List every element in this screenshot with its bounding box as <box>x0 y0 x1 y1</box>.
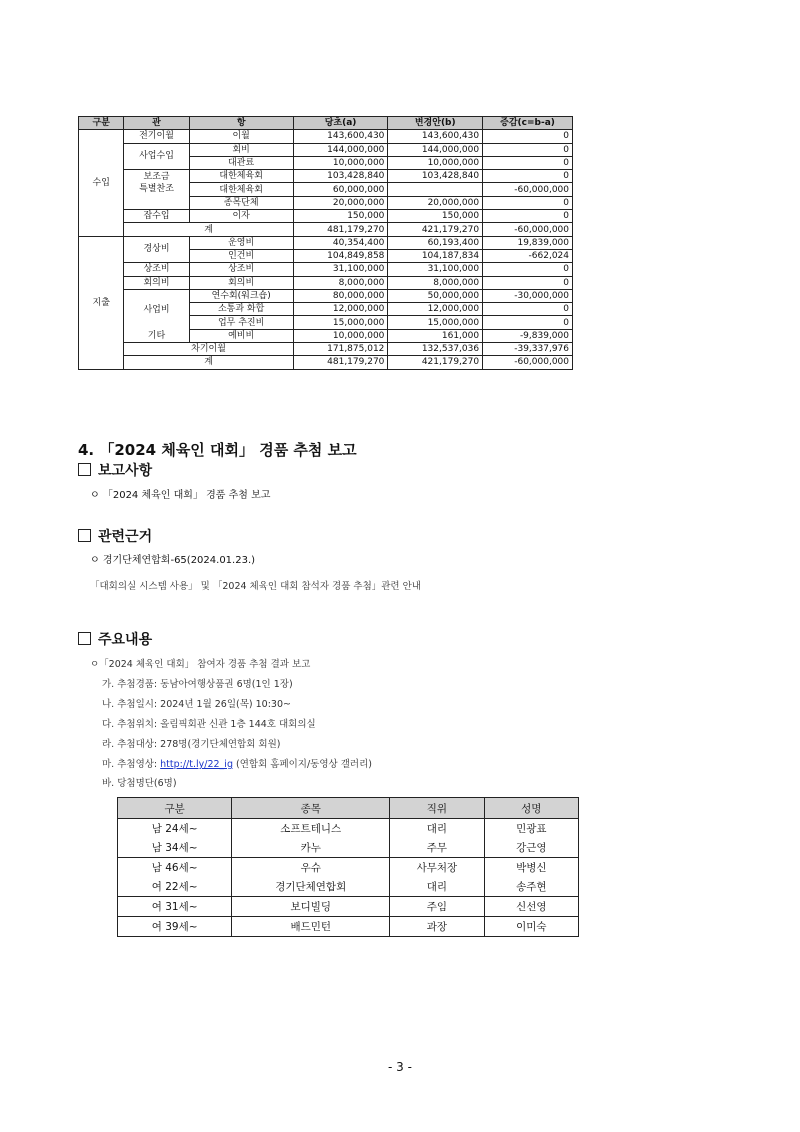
cell-sport: 배드민턴 <box>232 917 390 937</box>
cell-hang: 종목단체 <box>189 196 293 209</box>
cell-c: -60,000,000 <box>483 183 573 196</box>
cell-hang: 이월 <box>189 130 293 143</box>
winners-label: 바. 당첨명단(6명) <box>102 778 177 789</box>
table-row <box>79 236 573 249</box>
table-row <box>118 877 579 897</box>
expense-total-label: 계 <box>124 356 293 369</box>
cell-c: -30,000,000 <box>483 289 573 302</box>
cell-b: 132,537,036 <box>388 343 483 356</box>
cell-b: 104,187,834 <box>388 249 483 262</box>
cell-gwan: 전기이월 <box>124 130 189 143</box>
cell-a: 8,000,000 <box>293 276 388 289</box>
cell-hang: 운영비 <box>189 236 293 249</box>
expense-total-row <box>79 356 573 369</box>
page-number: - 3 - <box>388 1060 412 1074</box>
table-row <box>118 917 579 937</box>
header-sport: 종목 <box>232 798 390 819</box>
detail-item: 나. 추첨일시: 2024년 1월 26일(목) 10:30~ <box>102 699 291 710</box>
cell-b: 15,000,000 <box>388 316 483 329</box>
cell-b: 103,428,840 <box>388 170 483 183</box>
table-row <box>79 329 573 342</box>
cell-a: 144,000,000 <box>293 143 388 156</box>
header-category: 구분 <box>79 117 124 130</box>
basis-note: 「대회의실 시스템 사용」 및 「2024 체육인 대회 참석자 경품 추첨」관련 안내 <box>90 581 421 592</box>
cell-a: 60,000,000 <box>293 183 388 196</box>
cell-gwan: 사업비 <box>124 289 189 329</box>
cell-hang: 회의비 <box>189 276 293 289</box>
header-original: 당초(a) <box>293 117 388 130</box>
cell-position: 사무처장 <box>390 858 484 878</box>
cell-gwan: 사업수입 <box>124 143 189 170</box>
video-suffix: (연합회 홈페이지/동영상 갤러리) <box>232 759 372 770</box>
section-title: 4. 「2024 체육인 대회」 경품 추첨 보고 <box>78 441 357 459</box>
checkbox-square-icon <box>78 463 91 476</box>
cell-b: 50,000,000 <box>388 289 483 302</box>
cell-group: 여 31세~ <box>118 897 232 917</box>
cell-gwan: 경상비 <box>124 236 189 263</box>
table-row <box>79 263 573 276</box>
cell-a: 150,000 <box>293 210 388 223</box>
cell-c: -9,839,000 <box>483 329 573 342</box>
detail-item: 가. 추첨경품: 동남아여행상품권 6명(1인 1장) <box>102 679 293 690</box>
basis-heading <box>78 526 152 546</box>
income-total-row <box>79 223 573 236</box>
cell-hang: 이자 <box>189 210 293 223</box>
cell-group: 남 34세~ <box>118 838 232 858</box>
cell-name: 강근영 <box>484 838 578 858</box>
cell-b: 10,000,000 <box>388 156 483 169</box>
cell-a: 481,179,270 <box>293 356 388 369</box>
budget-table <box>78 116 573 370</box>
cell-b: 12,000,000 <box>388 303 483 316</box>
table-row <box>79 170 573 183</box>
cell-c: 0 <box>483 170 573 183</box>
cell-hang: 대한체육회 <box>189 183 293 196</box>
income-total-label: 계 <box>124 223 293 236</box>
cell-c: 0 <box>483 156 573 169</box>
cell-position: 주임 <box>390 897 484 917</box>
cell-gwan: 상조비 <box>124 263 189 276</box>
cell-a: 104,849,858 <box>293 249 388 262</box>
header-revised: 변경안(b) <box>388 117 483 130</box>
cell-a: 40,354,400 <box>293 236 388 249</box>
cell-c: 0 <box>483 263 573 276</box>
cell-hang: 회비 <box>189 143 293 156</box>
cell-hang: 인건비 <box>189 249 293 262</box>
cell-name: 이미숙 <box>484 917 578 937</box>
cell-position: 주무 <box>390 838 484 858</box>
cell-group: 남 24세~ <box>118 819 232 839</box>
basis-item: ㅇ 경기단체연합회-65(2024.01.23.) <box>90 555 256 566</box>
checkbox-square-icon <box>78 632 91 645</box>
cell-c: 0 <box>483 143 573 156</box>
table-row <box>79 289 573 302</box>
cell-gwan: 잡수입 <box>124 210 189 223</box>
cell-b: 60,193,400 <box>388 236 483 249</box>
table-row <box>118 858 579 878</box>
header-group: 구분 <box>118 798 232 819</box>
report-heading-text: 보고사항 <box>98 463 153 479</box>
main-heading <box>78 629 152 649</box>
cell-sport: 카누 <box>232 838 390 858</box>
cell-a: 10,000,000 <box>293 156 388 169</box>
table-row <box>79 210 573 223</box>
cell-b: 421,179,270 <box>388 223 483 236</box>
header-position: 직위 <box>390 798 484 819</box>
cell-hang: 연수회(워크숍) <box>189 289 293 302</box>
cell-c: 0 <box>483 210 573 223</box>
cell-a: 143,600,430 <box>293 130 388 143</box>
cell-position: 대리 <box>390 877 484 897</box>
cell-sport: 우슈 <box>232 858 390 878</box>
cell-a: 80,000,000 <box>293 289 388 302</box>
winners-table <box>117 797 579 937</box>
cell-b: 20,000,000 <box>388 196 483 209</box>
cell-b: 161,000 <box>388 329 483 342</box>
cell-hang: 대관료 <box>189 156 293 169</box>
video-link[interactable]: http://t.ly/22_ig <box>160 759 233 770</box>
table-row <box>118 897 579 917</box>
cell-a: 10,000,000 <box>293 329 388 342</box>
table-row <box>79 143 573 156</box>
group-income: 수입 <box>79 130 124 236</box>
detail-item: 다. 추첨위치: 올림픽회관 신관 1층 144호 대회의실 <box>102 719 316 730</box>
cell-c: 0 <box>483 196 573 209</box>
checkbox-square-icon <box>78 529 91 542</box>
table-row <box>118 838 579 858</box>
cell-a: 481,179,270 <box>293 223 388 236</box>
cell-a: 31,100,000 <box>293 263 388 276</box>
cell-a: 15,000,000 <box>293 316 388 329</box>
cell-c: 0 <box>483 130 573 143</box>
cell-c: -662,024 <box>483 249 573 262</box>
table-row <box>79 130 573 143</box>
cell-sport: 경기단체연합회 <box>232 877 390 897</box>
table-row <box>79 183 573 196</box>
cell-gwan: 기타 <box>124 329 189 342</box>
cell-c: -60,000,000 <box>483 356 573 369</box>
cell-a: 171,875,012 <box>293 343 388 356</box>
cell-hang: 업무 추진비 <box>189 316 293 329</box>
cell-b: 31,100,000 <box>388 263 483 276</box>
cell-a: 12,000,000 <box>293 303 388 316</box>
cell-name: 박병신 <box>484 858 578 878</box>
cell-name: 송주현 <box>484 877 578 897</box>
cell-c: 0 <box>483 303 573 316</box>
cell-position: 대리 <box>390 819 484 839</box>
cell-a: 20,000,000 <box>293 196 388 209</box>
cell-b: 144,000,000 <box>388 143 483 156</box>
table-row <box>118 819 579 839</box>
cell-gwan: 회의비 <box>124 276 189 289</box>
cell-c: 19,839,000 <box>483 236 573 249</box>
header-difference: 증감(c=b-a) <box>483 117 573 130</box>
header-name: 성명 <box>484 798 578 819</box>
winners-header-row <box>118 798 579 819</box>
cell-a: 103,428,840 <box>293 170 388 183</box>
cell-c: 0 <box>483 276 573 289</box>
main-heading-text: 주요내용 <box>98 632 153 648</box>
cell-group: 여 39세~ <box>118 917 232 937</box>
cell-c: -39,337,976 <box>483 343 573 356</box>
group-expense: 지출 <box>79 236 124 369</box>
cell-gwan: 특별찬조 <box>124 183 189 210</box>
cell-b: 8,000,000 <box>388 276 483 289</box>
cell-c: 0 <box>483 316 573 329</box>
video-prefix: 마. 추첨영상: <box>102 759 161 770</box>
cell-hang: 대한체육회 <box>189 170 293 183</box>
cell-sport: 소프트테니스 <box>232 819 390 839</box>
cell-b: 150,000 <box>388 210 483 223</box>
cell-group: 남 46세~ <box>118 858 232 878</box>
cell-name: 신선영 <box>484 897 578 917</box>
cell-name: 민광표 <box>484 819 578 839</box>
cell-b <box>388 183 483 196</box>
basis-heading-text: 관련근거 <box>98 529 153 545</box>
cell-b: 143,600,430 <box>388 130 483 143</box>
cell-hang: 예비비 <box>189 329 293 342</box>
cell-sport: 보디빌딩 <box>232 897 390 917</box>
cell-hang: 소통과 화합 <box>189 303 293 316</box>
budget-header-row <box>79 117 573 130</box>
carryover-label: 차기이월 <box>124 343 293 356</box>
report-item: ㅇ 「2024 체육인 대회」 경품 추첨 보고 <box>90 490 271 501</box>
cell-gwan: 보조금 <box>124 170 189 183</box>
cell-b: 421,179,270 <box>388 356 483 369</box>
header-gwan: 관 <box>124 117 189 130</box>
cell-c: -60,000,000 <box>483 223 573 236</box>
detail-item: 라. 추첨대상: 278명(경기단체연합회 회원) <box>102 739 281 750</box>
cell-position: 과장 <box>390 917 484 937</box>
carryover-row <box>79 343 573 356</box>
cell-group: 여 22세~ <box>118 877 232 897</box>
table-row <box>79 276 573 289</box>
header-hang: 항 <box>189 117 293 130</box>
report-heading <box>78 460 152 480</box>
main-intro: ㅇ「2024 체육인 대회」 참여자 경품 추첨 결과 보고 <box>90 659 311 670</box>
cell-hang: 상조비 <box>189 263 293 276</box>
video-line <box>102 756 372 770</box>
